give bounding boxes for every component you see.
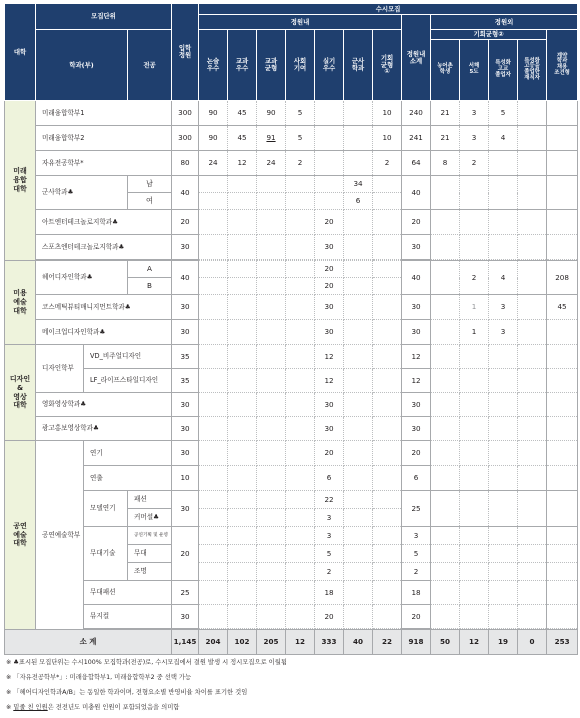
header-susi: 수시모집 [199,4,578,15]
cell: 25 [402,491,431,527]
header-col-grade: 교과 우수 [228,30,257,101]
cell: 2 [286,151,315,176]
cell: 45 [547,295,578,320]
cell: 40 [402,261,431,295]
major-label: VD_비주얼디자인 [84,345,172,369]
cell: 2 [373,151,402,176]
cell: 30 [315,417,344,441]
cell: 30 [402,235,431,260]
cell: 22 [315,491,344,509]
total-cell: 50 [431,630,460,655]
cell: 12 [402,345,431,369]
dept-label: 디자인학부 [36,345,84,393]
cell: 3 [402,527,431,545]
table-row [5,295,578,320]
header-in-subtotal: 정원내 소계 [402,15,431,101]
table-row [5,101,578,126]
major-label: 무대기술 [84,527,128,581]
cell: 3 [489,295,518,320]
table-row [5,491,578,509]
cell: 90 [199,101,228,126]
dept-label: 광고홍보영상학과♣ [36,417,172,441]
cell: 4 [489,126,518,151]
dept-label: 영화영상학과♣ [36,393,172,417]
cell: 30 [402,295,431,320]
total-cell: 19 [489,630,518,655]
cell: 8 [431,151,460,176]
cell: 20 [172,210,199,235]
dept-label: 스포츠엔터테크놀로지학과♣ [36,235,172,260]
cell: 30 [172,235,199,260]
cell: 90 [257,101,286,126]
cell: 20 [315,278,344,295]
table-row [5,151,578,176]
major-label: 연기 [84,441,172,466]
cell: 12 [228,151,257,176]
table-row [5,369,578,393]
total-cell: 40 [344,630,373,655]
cell: 3 [315,509,344,527]
cell [315,101,344,126]
total-label: 소 계 [5,630,172,655]
cell: 20 [172,527,199,581]
college-miyong: 미용 예술 대학 [5,261,36,345]
cell: 35 [172,345,199,369]
total-cell: 102 [228,630,257,655]
header-out-quota: 정원외 [431,15,578,30]
footnote-text: 은 전전년도 미충원 인원이 포함되었음을 의미함 [47,704,180,711]
header-col-balance: 교과 균형 [257,30,286,101]
admissions-quota-table [4,3,576,655]
cell: 12 [315,345,344,369]
header-col-military: 군사 학과 [344,30,373,101]
header-opp2: 기회균형② [431,30,547,40]
cell: 30 [315,235,344,260]
header-col-social: 사회 기여 [286,30,315,101]
total-cell: 12 [286,630,315,655]
total-cell: 0 [518,630,547,655]
header-dept: 학과(부) [36,30,128,101]
cell [547,126,578,151]
cell: 300 [172,126,199,151]
table-row [5,261,578,278]
dept-label: 미래융합학부1 [36,101,172,126]
footnote-underlined: 밑줄 친 인원 [13,704,48,711]
cell: 20 [315,605,344,629]
cell: 20 [402,605,431,629]
dept-label: 헤어디자인학과♣ [36,261,128,295]
sub-label: 공연기획 및 운영 [128,527,172,545]
table-row [5,210,578,235]
cell: 2 [402,563,431,581]
cell: 18 [315,581,344,605]
dept-label: 자유전공학부* [36,151,172,176]
cell: 1 [460,295,489,320]
cell: 30 [172,441,199,466]
cell: 5 [489,101,518,126]
cell: 3 [315,527,344,545]
cell: 300 [172,101,199,126]
cell: 64 [402,151,431,176]
cell: 35 [172,369,199,393]
cell: 34 [344,176,373,193]
cell: 20 [315,261,344,278]
sub-label: 패션 [128,491,172,509]
cell: 20 [315,441,344,466]
header-col-opp1: 기회 균형 ① [373,30,402,101]
college-design: 디자인 & 영상 대학 [5,345,36,441]
header-admit-quota: 입학 정원 [172,4,199,101]
cell: 45 [228,126,257,151]
header-major: 전공 [128,30,172,101]
cell: 40 [402,176,431,210]
cell: 21 [431,126,460,151]
major-label: 무대패션 [84,581,172,605]
total-cell: 918 [402,630,431,655]
header-col-practical: 실기 우수 [315,30,344,101]
sub-label: 남 [128,176,172,193]
total-cell: 12 [460,630,489,655]
cell: 10 [373,126,402,151]
cell: 24 [199,151,228,176]
table-row [5,605,578,629]
footnotes [6,655,572,715]
table-row [5,235,578,260]
sub-label: 여 [128,193,172,210]
cell: 4 [489,261,518,295]
cell [315,151,344,176]
cell: 2 [460,261,489,295]
cell: 2 [460,151,489,176]
footnote: ※ ♣표시된 모집단위는 수시100% 모집학과(전공)로, 수시모집에서 결원 발생 시 정시모집으로 이월됨 [6,659,287,666]
cell: 10 [373,101,402,126]
cell: 30 [315,320,344,345]
cell: 1 [460,320,489,345]
total-row [5,630,578,655]
cell [547,151,578,176]
total-cell: 204 [199,630,228,655]
table-row [5,393,578,417]
header-col-west5: 서해 5도 [460,40,489,101]
footnote: ※ 「헤어디자인학과A/B」는 동일한 학과이며, 전형요소별 반영비율 차이를 표기한 것임 [6,689,248,696]
cell [518,151,547,176]
cell [344,151,373,176]
cell: 5 [286,101,315,126]
cell: 24 [257,151,286,176]
cell [344,126,373,151]
cell: 208 [547,261,578,295]
dept-label: 메이크업디자인학과♣ [36,320,172,345]
cell: 20 [402,441,431,466]
footnote [6,700,572,715]
cell: 18 [402,581,431,605]
cell [518,126,547,151]
cell [489,151,518,176]
cell: 40 [172,261,199,295]
header-col-essay: 논술 우수 [199,30,228,101]
total-cell: 205 [257,630,286,655]
cell: 30 [172,605,199,629]
dept-label: 미래융합학부2 [36,126,172,151]
header-col-rural: 농어촌 학생 [431,40,460,101]
header-recruit-unit: 모집단위 [36,4,172,30]
dept-label: 코스메틱뷰티매니지먼트학과♣ [36,295,172,320]
sub-label: 무대 [128,545,172,563]
cell: 30 [315,295,344,320]
cell: 3 [460,126,489,151]
cell: 20 [402,210,431,235]
cell [547,101,578,126]
footnote: ※ 「자유전공학부*」: 미래융합학부1, 미래융합학부2 중 선택 가능 [6,674,192,681]
cell: 6 [315,466,344,491]
cell: 5 [402,545,431,563]
total-cell: 333 [315,630,344,655]
cell: 30 [402,393,431,417]
table-row [5,441,578,466]
cell: 30 [402,417,431,441]
cell: 30 [402,320,431,345]
major-label: 모델연기 [84,491,128,527]
college-performing: 공연 예술 대학 [5,441,36,630]
cell: 6 [344,193,373,210]
cell: 240 [402,101,431,126]
major-label: LF_라이프스타일디자인 [84,369,172,393]
sub-label: B [128,278,172,295]
total-cell: 22 [373,630,402,655]
cell-underlined: 91 [257,126,286,151]
table-row [5,345,578,369]
cell: 25 [172,581,199,605]
table-row [5,527,578,545]
cell: 80 [172,151,199,176]
cell: 2 [315,563,344,581]
cell: 20 [315,210,344,235]
cell: 5 [315,545,344,563]
cell: 40 [172,176,199,210]
dept-label: 공연예술학부 [36,441,84,630]
sub-label: 조명 [128,563,172,581]
cell: 21 [431,101,460,126]
table-row [5,176,578,193]
cell: 12 [315,369,344,393]
major-label: 연출 [84,466,172,491]
college-mirae: 미래 융합 대학 [5,101,36,261]
cell: 30 [172,320,199,345]
cell: 10 [172,466,199,491]
major-label: 뮤지컬 [84,605,172,629]
table-row [5,320,578,345]
footnote-prefix: ※ [6,704,14,711]
cell: 30 [172,295,199,320]
cell: 30 [315,393,344,417]
cell: 45 [228,101,257,126]
cell [344,101,373,126]
header-contract: 계약 학과 채용 조건형 [547,30,578,101]
table-row [5,581,578,605]
header-col-employed: 특성화 고등을 졸업한 재직자 [518,40,547,101]
total-cell: 253 [547,630,578,655]
cell [518,101,547,126]
table-row [5,417,578,441]
header-in-quota: 정원내 [199,15,402,30]
cell: 5 [286,126,315,151]
cell: 12 [402,369,431,393]
cell: 241 [402,126,431,151]
sub-label: 커머셜♣ [128,509,172,527]
sub-label: A [128,261,172,278]
cell [315,126,344,151]
dept-label: 아트엔터테크놀로지학과♣ [36,210,172,235]
cell: 30 [172,417,199,441]
header-college: 대학 [5,4,36,101]
cell: 30 [172,393,199,417]
cell: 3 [460,101,489,126]
table-row [5,126,578,151]
cell: 3 [489,320,518,345]
header-col-vocational: 특성화 고교 졸업자 [489,40,518,101]
cell: 30 [172,491,199,527]
table-row [5,466,578,491]
dept-label: 군사학과♣ [36,176,128,210]
cell: 90 [199,126,228,151]
cell: 6 [402,466,431,491]
total-cell: 1,145 [172,630,199,655]
